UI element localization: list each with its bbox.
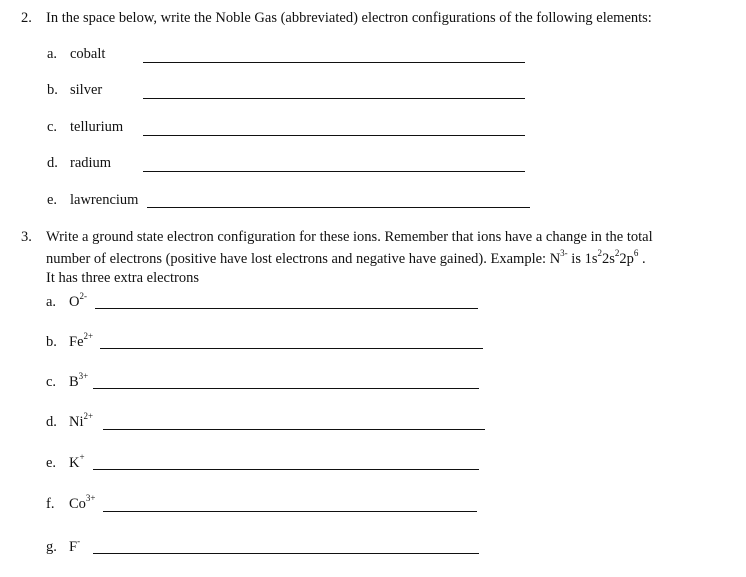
ion-charge: 2+: [83, 411, 94, 421]
q3-g-label: g.: [46, 539, 57, 555]
q3-g-ion: [69, 536, 81, 555]
q3-c-ion: [69, 371, 89, 390]
q3-c-answer-line[interactable]: [93, 388, 479, 389]
q3-b-ion: [69, 331, 94, 350]
ion-symbol: Ni: [69, 414, 84, 430]
q2-d-element: radium: [70, 155, 112, 171]
example-is: is 1s: [567, 251, 598, 267]
ion-symbol: K: [69, 455, 80, 471]
q3-c-label: c.: [46, 374, 57, 390]
ion-charge: 2+: [83, 331, 94, 341]
q2-prompt: In the space below, write the Noble Gas (abbreviated) electron configurations of the following elements:: [46, 10, 652, 26]
q3-f-ion: [69, 493, 96, 512]
q3-a-answer-line[interactable]: [95, 308, 478, 309]
ion-symbol: O: [69, 294, 80, 310]
ion-charge: 3+: [78, 371, 89, 381]
q2-b-answer-line[interactable]: [143, 98, 525, 99]
q3-e-ion: [69, 452, 85, 471]
example-exp2: 2: [614, 248, 620, 258]
q3-b-label: b.: [46, 334, 57, 350]
q3-line2-text: number of electrons (positive have lost electrons and negative have gained). Example: N: [46, 251, 561, 267]
q3-a-ion: [69, 291, 87, 310]
q3-line1: Write a ground state electron configuration for these ions. Remember that ions have a change in the total: [46, 229, 653, 245]
q3-g-answer-line[interactable]: [93, 553, 479, 554]
ion-charge: 2-: [79, 291, 87, 301]
q3-f-label: f.: [46, 496, 55, 512]
q3-e-label: e.: [46, 455, 57, 471]
q3-d-label: d.: [46, 414, 57, 430]
q2-a-label: a.: [47, 46, 58, 62]
example-exp1: 2: [597, 248, 602, 258]
q2-number: 2.: [21, 10, 32, 26]
q3-d-answer-line[interactable]: [103, 429, 485, 430]
q2-c-answer-line[interactable]: [143, 135, 525, 136]
q2-b-element: silver: [70, 82, 103, 98]
q2-e-answer-line[interactable]: [147, 207, 530, 208]
q2-c-label: c.: [47, 119, 58, 135]
ion-symbol: Fe: [69, 334, 84, 350]
q3-number: 3.: [21, 229, 32, 245]
ion-symbol: Co: [69, 496, 86, 512]
q2-a-element: cobalt: [70, 46, 106, 62]
ion-symbol: B: [69, 374, 79, 390]
q3-line2: [46, 248, 646, 267]
example-charge: 3-: [560, 248, 568, 258]
ion-charge: -: [77, 536, 81, 546]
q2-a-answer-line[interactable]: [143, 62, 525, 63]
q2-d-label: d.: [47, 155, 58, 171]
q2-e-label: e.: [47, 192, 58, 208]
ion-symbol: F: [69, 539, 78, 555]
q3-e-answer-line[interactable]: [93, 469, 479, 470]
q2-e-element: lawrencium: [70, 192, 139, 208]
q2-b-label: b.: [47, 82, 58, 98]
q2-c-element: tellurium: [70, 119, 124, 135]
q3-line3: It has three extra electrons: [46, 270, 199, 286]
ion-charge: 3+: [85, 493, 96, 503]
ion-charge: +: [79, 452, 85, 462]
example-orb3: 2p: [619, 251, 634, 267]
q2-d-answer-line[interactable]: [143, 171, 525, 172]
example-orb2: 2s: [602, 251, 615, 267]
q3-b-answer-line[interactable]: [100, 348, 483, 349]
q3-d-ion: [69, 411, 94, 430]
q3-f-answer-line[interactable]: [103, 511, 477, 512]
example-exp3: 6: [633, 248, 639, 258]
example-end: .: [642, 251, 646, 267]
q3-a-label: a.: [46, 294, 57, 310]
